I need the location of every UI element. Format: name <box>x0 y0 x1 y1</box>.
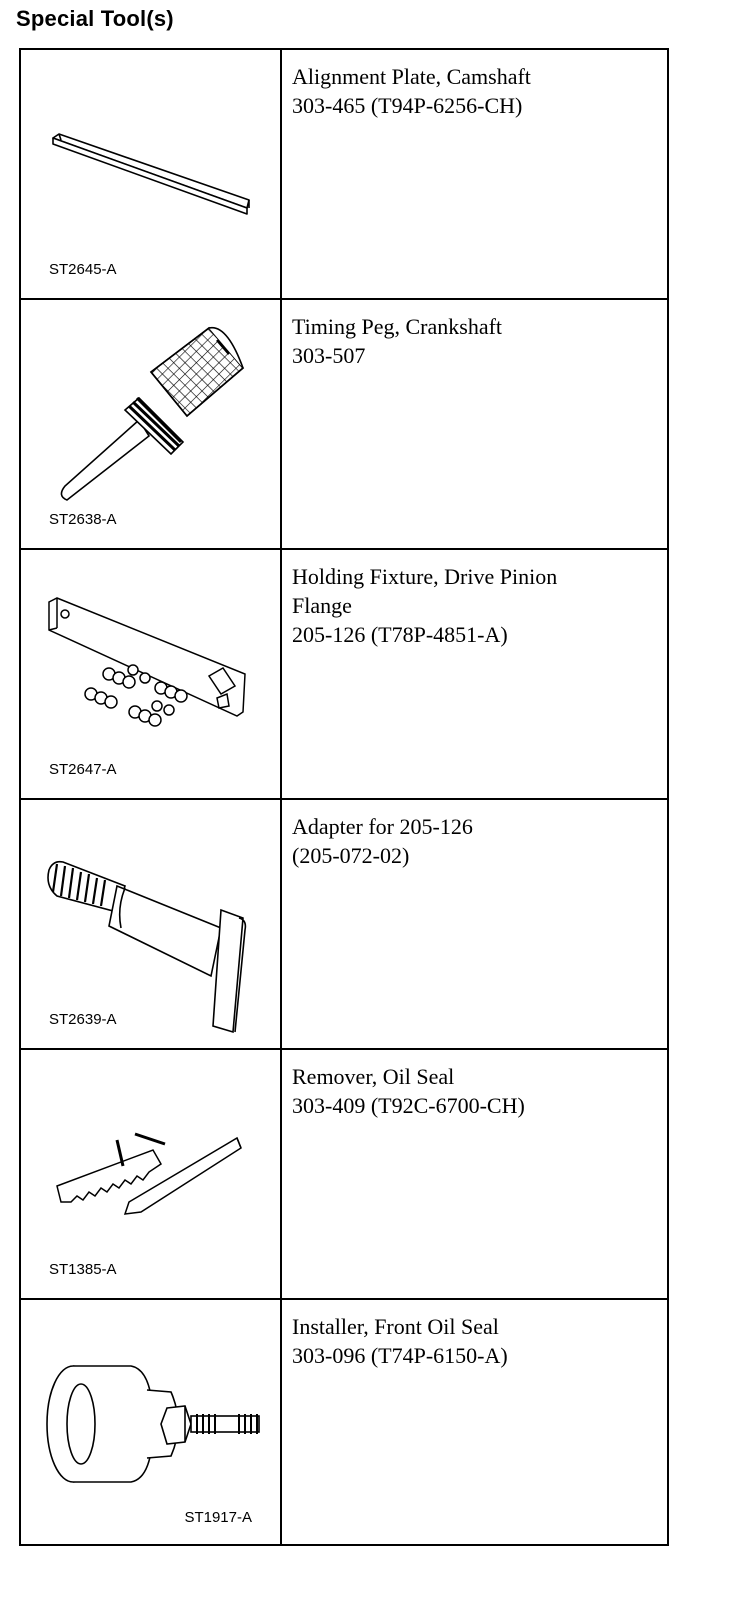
tool-name-continued: Flange <box>292 593 352 618</box>
tool-description <box>292 1062 662 1120</box>
tool-image-cell <box>21 1300 282 1546</box>
tool-code: ST1385-A <box>49 1261 117 1278</box>
tool-code: ST2638-A <box>49 511 117 528</box>
tool-description <box>292 562 662 649</box>
tool-image-cell <box>21 50 282 298</box>
tool-image-cell <box>21 800 282 1048</box>
tool-image-cell <box>21 550 282 798</box>
tool-number: 303-507 <box>292 343 366 368</box>
page-title: Special Tool(s) <box>16 6 174 31</box>
tool-row <box>21 1050 667 1300</box>
tool-row <box>21 1300 667 1546</box>
tool-description <box>292 62 662 120</box>
tool-name: Adapter for 205-126 <box>292 814 473 839</box>
tool-image-cell <box>21 1050 282 1298</box>
tool-name: Installer, Front Oil Seal <box>292 1314 499 1339</box>
tool-code: ST1917-A <box>184 1509 252 1526</box>
tool-number: 205-126 (T78P-4851-A) <box>292 622 508 647</box>
special-tools-table <box>19 48 669 1546</box>
tool-description <box>292 312 662 370</box>
tool-number: 303-409 (T92C-6700-CH) <box>292 1093 525 1118</box>
tool-code: ST2645-A <box>49 261 117 278</box>
tool-row <box>21 50 667 300</box>
tool-description <box>292 812 662 870</box>
tool-number: 303-465 (T94P-6256-CH) <box>292 93 523 118</box>
tool-number: 303-096 (T74P-6150-A) <box>292 1343 508 1368</box>
tool-name: Remover, Oil Seal <box>292 1064 455 1089</box>
tool-name: Holding Fixture, Drive Pinion <box>292 564 558 589</box>
tool-description <box>292 1312 662 1370</box>
tool-row <box>21 800 667 1050</box>
tool-code: ST2639-A <box>49 1011 117 1028</box>
tool-name: Alignment Plate, Camshaft <box>292 64 531 89</box>
tool-number: (205-072-02) <box>292 843 410 868</box>
tool-name: Timing Peg, Crankshaft <box>292 314 503 339</box>
tool-image-cell <box>21 300 282 548</box>
tool-row <box>21 550 667 800</box>
tool-row <box>21 300 667 550</box>
tool-code: ST2647-A <box>49 761 117 778</box>
